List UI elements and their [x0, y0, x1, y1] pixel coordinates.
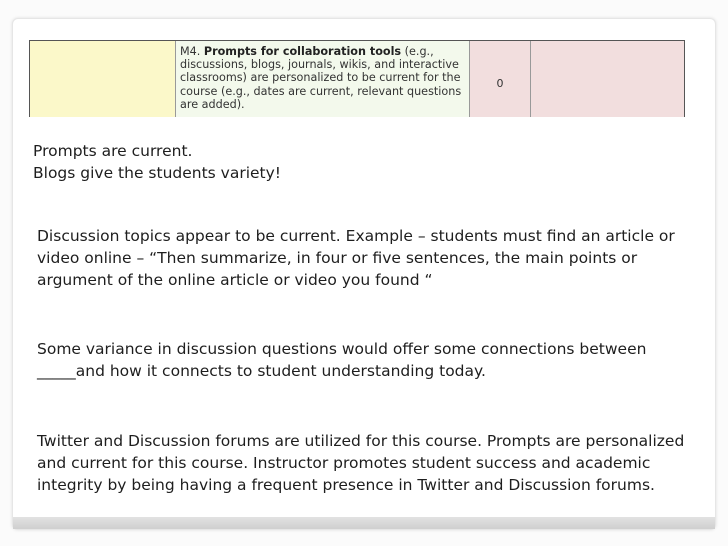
- note-line-1: Prompts are current.: [33, 142, 193, 160]
- comment-paragraph-3: Twitter and Discussion forums are utilized for this course. Prompts are personalized and current for this course. Instructor promotes student success and academic integrity by being having a frequent presence in Twitter and Discussion forums.: [37, 432, 685, 494]
- comment-paragraph-2: Some variance in discussion questions would offer some connections between _____and how it connects to student understanding today.: [37, 340, 647, 380]
- note-line-2: Blogs give the students variety!: [33, 164, 282, 182]
- rubric-table-excerpt: [29, 40, 685, 117]
- rubric-score-cell: [470, 41, 531, 117]
- rubric-score: 0: [496, 77, 504, 90]
- reviewer-note: [33, 140, 281, 184]
- criterion-description: (e.g., discussions, blogs, journals, wikis, and interactive classrooms) are personalized to be current for the course (e.g., dates are current, relevant questions are added).: [180, 45, 462, 111]
- comment-paragraph-1: Discussion topics appear to be current. Example – students must find an article or video online – “Then summarize, in four or five sentences, the main points or argument of the online article or video you found “: [37, 227, 675, 289]
- rubric-criterion-cell: [176, 41, 470, 117]
- slide-bottom-bar: [13, 517, 715, 529]
- rubric-comment-cell: [531, 41, 685, 117]
- rubric-criterion-text: [180, 45, 463, 111]
- criterion-title: Prompts for collaboration tools: [203, 45, 402, 58]
- criterion-prefix: M4.: [180, 45, 204, 58]
- rubric-empty-cell: [29, 41, 176, 117]
